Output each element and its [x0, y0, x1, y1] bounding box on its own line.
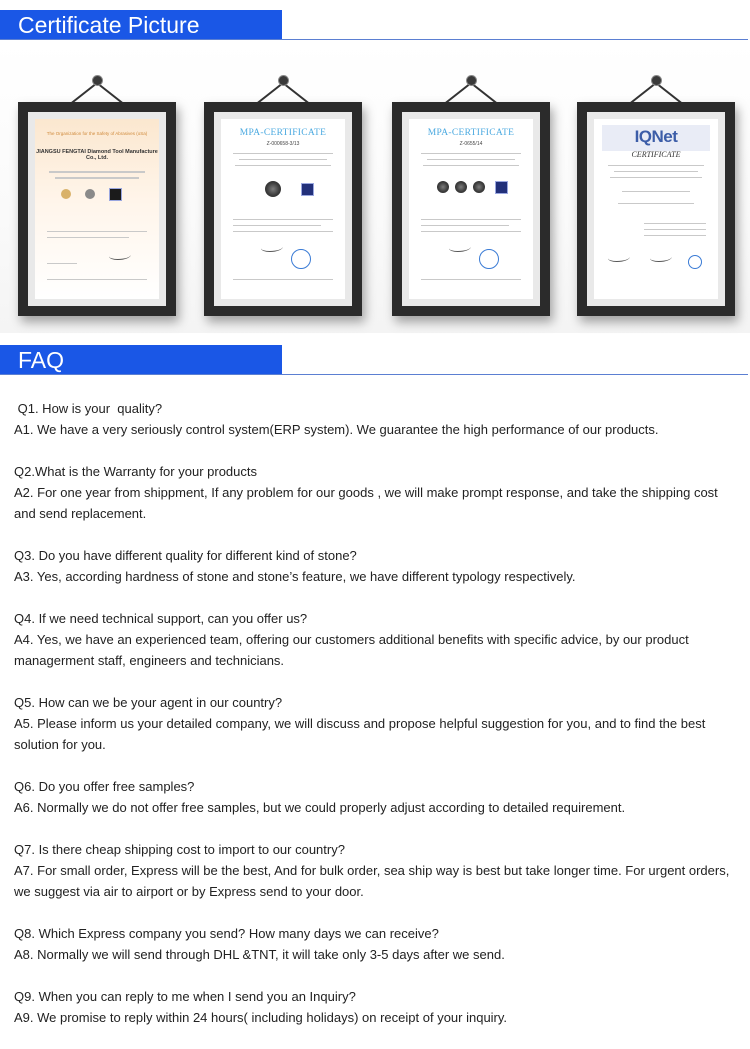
faq-item [14, 923, 740, 965]
faq-answer: A9. We promise to reply within 24 hours( including holidays) on receipt of your inquiry. [14, 1010, 508, 1025]
text-line [239, 159, 327, 160]
certificate-title: CERTIFICATE [631, 150, 681, 159]
iqnet-stamp-icon [688, 255, 702, 269]
section-tab [0, 345, 282, 374]
hanging-hook-icon [93, 76, 102, 85]
faq-question: Q9. When you can reply to me when I send you an Inquiry? [14, 989, 356, 1004]
text-line [233, 219, 333, 220]
faq-item [14, 545, 740, 587]
certificate-section-header [0, 0, 750, 40]
faq-answer: A5. Please inform us your detailed company, we will discuss and propose helpful suggestion for you, and to find the best solution for you. [14, 716, 706, 752]
faq-question: Q7. Is there cheap shipping cost to import to our country? [14, 842, 345, 857]
faq-item [14, 461, 740, 524]
certificate-frame[interactable] [392, 76, 550, 316]
text-line [49, 171, 145, 173]
picture-frame [204, 102, 362, 316]
faq-answer: A6. Normally we do not offer free samples, but we could properly adjust according to detailed requirement. [14, 800, 626, 815]
signature-icon [109, 251, 131, 260]
faq-question: Q5. How can we be your agent in our country? [14, 695, 283, 710]
logo-badge-icon [109, 188, 122, 201]
mpa-badge-icon [495, 181, 508, 194]
text-line [233, 153, 333, 154]
faq-answer: A3. Yes, according hardness of stone and stone’s feature, we have different typology respectively. [14, 569, 576, 584]
product-seal-icon [473, 181, 485, 193]
text-line [427, 159, 515, 160]
text-line [235, 165, 331, 166]
certificate-document [409, 119, 533, 299]
certificate-title: MPA-CERTIFICATE [427, 128, 515, 138]
certificate-title: MPA-CERTIFICATE [239, 128, 327, 138]
text-line [233, 231, 333, 232]
text-line [608, 165, 704, 166]
certificate-frame[interactable] [577, 76, 735, 316]
section-divider [0, 374, 748, 375]
text-line [622, 191, 690, 192]
medal-icon [85, 189, 95, 199]
text-line [421, 153, 521, 154]
mpa-badge-icon [301, 183, 314, 196]
text-line [233, 279, 333, 280]
faq-answer: A4. Yes, we have an experienced team, offering our customers additional benefits with specific advice, by our product managerment staff, engineers and technicians. [14, 632, 689, 668]
certificate-frame[interactable] [18, 76, 176, 316]
signature-icon [650, 253, 672, 262]
text-line [644, 223, 706, 224]
hanging-hook-icon [652, 76, 661, 85]
faq-item [14, 608, 740, 671]
text-line [618, 203, 694, 204]
text-line [47, 231, 147, 232]
certificate-company: JIANGSU FENGTAI Diamond Tool Manufacture Co., Ltd. [36, 149, 158, 161]
signature-icon [449, 243, 471, 252]
faq-section-header [0, 335, 750, 375]
text-line [644, 229, 706, 230]
text-line [47, 263, 77, 264]
medal-icon [61, 189, 71, 199]
certificate-gallery [0, 41, 750, 333]
text-line [421, 279, 521, 280]
faq-question: Q8. Which Express company you send? How many days we can receive? [14, 926, 439, 941]
signature-icon [608, 253, 630, 262]
text-line [614, 171, 698, 172]
certificate-document [594, 119, 718, 299]
section-title: FAQ [18, 347, 65, 373]
faq-item [14, 839, 740, 902]
text-line [47, 237, 129, 238]
faq-question: Q4. If we need technical support, can you offer us? [14, 611, 308, 626]
frame-mat [214, 112, 352, 306]
signature-icon [261, 243, 283, 252]
text-line [421, 231, 521, 232]
certificate-document [221, 119, 345, 299]
faq-item [14, 986, 740, 1028]
faq-question: Q6. Do you offer free samples? [14, 779, 195, 794]
picture-frame [577, 102, 735, 316]
mpa-stamp-icon [291, 249, 311, 269]
section-divider [0, 39, 748, 40]
product-seal-icon [455, 181, 467, 193]
product-seal-icon [265, 181, 281, 197]
faq-question: Q1. How is your quality? [14, 401, 163, 416]
frame-mat [587, 112, 725, 306]
faq-answer: A8. Normally we will send through DHL &TNT, it will take only 3-5 days after we send. [14, 947, 505, 962]
certificate-header-text: The Organization for the Safety of Abrasives (oSa) [46, 131, 148, 136]
faq-item [14, 692, 740, 755]
section-title: Certificate Picture [18, 12, 200, 38]
text-line [644, 235, 706, 236]
frame-mat [402, 112, 540, 306]
text-line [47, 279, 147, 280]
faq-question: Q3. Do you have different quality for different kind of stone? [14, 548, 357, 563]
text-line [610, 177, 702, 178]
hanging-hook-icon [279, 76, 288, 85]
text-line [421, 225, 509, 226]
certificate-document [35, 119, 159, 299]
faq-list [14, 398, 740, 1049]
product-seal-icon [437, 181, 449, 193]
faq-question: Q2.What is the Warranty for your products [14, 464, 257, 479]
text-line [421, 219, 521, 220]
faq-item [14, 776, 740, 818]
iqnet-logo: IQNet [634, 127, 678, 146]
picture-frame [18, 102, 176, 316]
section-tab [0, 10, 282, 39]
certificate-number: Z-0655/14 [459, 141, 483, 147]
certificate-frame[interactable] [204, 76, 362, 316]
faq-item [14, 398, 740, 440]
mpa-stamp-icon [479, 249, 499, 269]
faq-answer: A2. For one year from shippment, If any problem for our goods , we will make prompt response, and take the shipping cost and send replacement. [14, 485, 718, 521]
frame-mat [28, 112, 166, 306]
hanging-hook-icon [467, 76, 476, 85]
text-line [423, 165, 519, 166]
text-line [55, 177, 139, 179]
picture-frame [392, 102, 550, 316]
text-line [233, 225, 321, 226]
faq-answer: A1. We have a very seriously control system(ERP system). We guarantee the high performance of our products. [14, 422, 659, 437]
faq-answer: A7. For small order, Express will be the best, And for bulk order, sea ship way is best but take longer time. For urgent orders, we suggest via air to airport or by Express send to your door. [14, 863, 730, 899]
certificate-number: Z-000658-3/13 [266, 141, 300, 147]
